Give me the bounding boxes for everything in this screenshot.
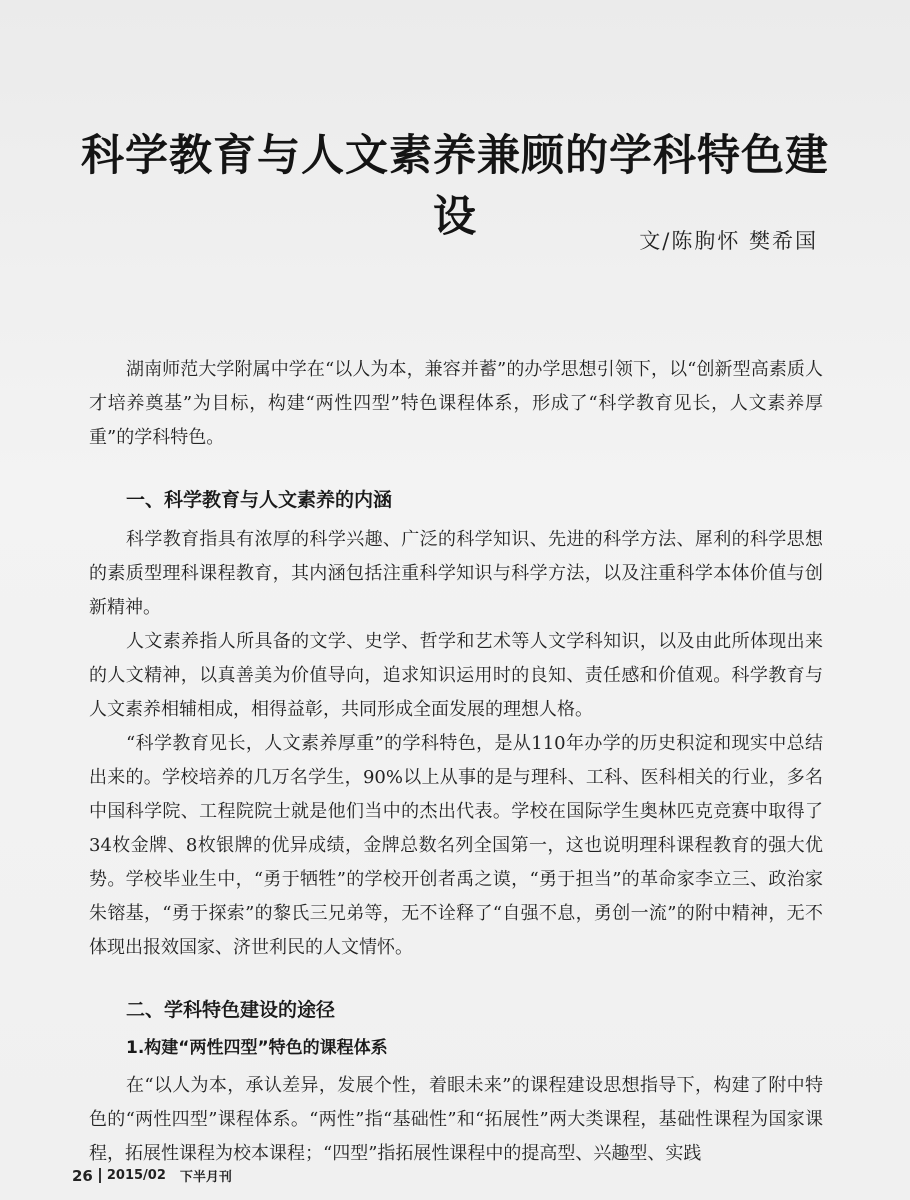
section1-paragraph-2: 人文素养指人所具备的文学、史学、哲学和艺术等人文学科知识，以及由此所体现出来的人文精神，以真善美为价值导向，追求知识运用时的良知、责任感和价值观。科学教育与人文素养相辅相成，相得益彰，共同形成全面发展的理想人格。 — [89, 631, 823, 720]
intro-paragraph: 湖南师范大学附属中学在“以人为本，兼容并蓄”的办学思想引领下，以“创新型高素质人才培养奠基”为目标，构建“两性四型”特色课程体系，形成了“科学教育见长，人文素养厚重”的学科特色。 — [89, 359, 823, 448]
issue-date: 2015/02 — [106, 1168, 166, 1183]
section2-paragraph-1: 在“以人为本，承认差异，发展个性，着眼未来”的课程建设思想指导下，构建了附中特色的“两性四型”课程体系。“两性”指“基础性”和“拓展性”两大类课程，基础性课程为国家课程，拓展性课程为校本课程；“四型”指拓展性课程中的提高型、兴趣型、实践 — [89, 1075, 823, 1164]
footer-divider — [99, 1168, 101, 1183]
journal-edition: 下半月刊 — [179, 1170, 232, 1185]
subsection-heading-1: 1.构建“两性四型”特色的课程体系 — [126, 1038, 388, 1058]
article-title: 科学教育与人文素养兼顾的学科特色建设 — [81, 131, 829, 242]
page-footer — [72, 1166, 232, 1185]
page-number: 26 — [72, 1166, 93, 1185]
article-byline: 文/陈朐怀 樊希国 — [639, 229, 818, 253]
section-heading-2: 二、学科特色建设的途径 — [126, 999, 336, 1021]
section1-paragraph-3: “科学教育见长，人文素养厚重”的学科特色，是从110年办学的历史积淀和现实中总结出来的。学校培养的几万名学生，90%以上从事的是与理科、工科、医科相关的行业，多名中国科学院、工程院院士就是他们当中的杰出代表。学校在国际学生奥林匹克竞赛中取得了34枚金牌、8枚银牌的优异成绩，金牌总数名列全国第一，这也说明理科课程教育的强大优势。学校毕业生中，“勇于牺牲”的学校开创者禹之谟，“勇于担当”的革命家李立三、政治家朱镕基，“勇于探索”的黎氏三兄弟等，无不诠释了“自强不息，勇创一流”的附中精神，无不体现出报效国家、济世利民的人文情怀。 — [89, 733, 823, 958]
article-body — [89, 353, 823, 1171]
section1-paragraph-1: 科学教育指具有浓厚的科学兴趣、广泛的科学知识、先进的科学方法、犀利的科学思想的素质型理科课程教育，其内涵包括注重科学知识与科学方法，以及注重科学本体价值与创新精神。 — [89, 529, 823, 618]
section-heading-1: 一、科学教育与人文素养的内涵 — [126, 489, 393, 511]
